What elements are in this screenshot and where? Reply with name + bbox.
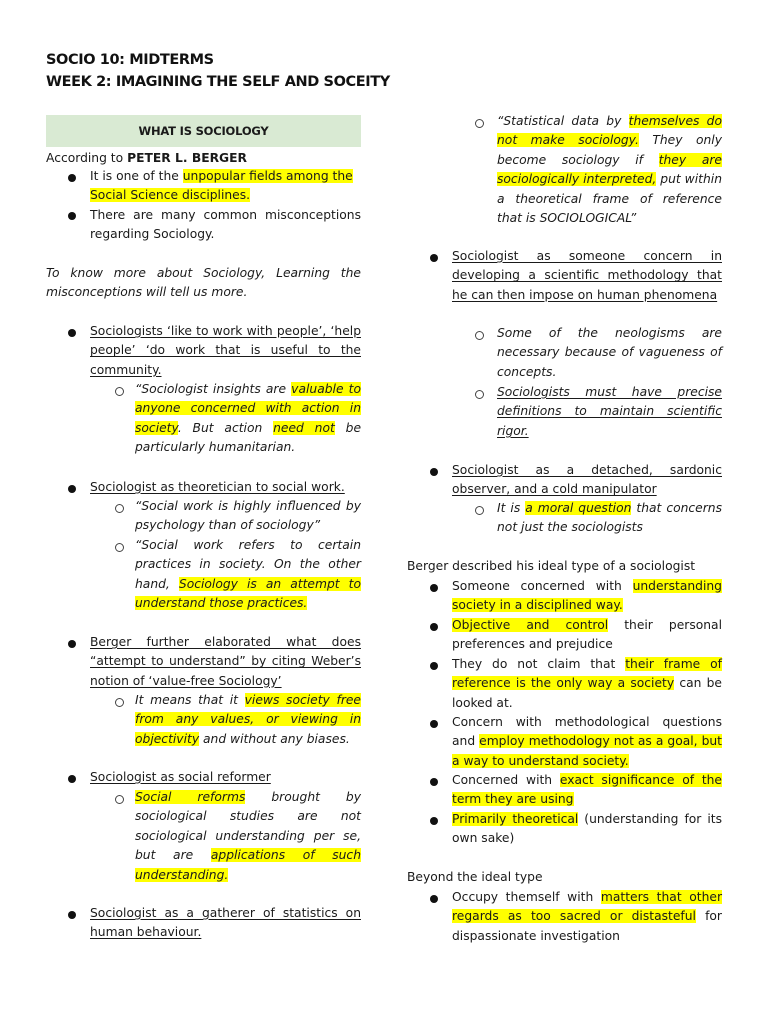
highlight: applications of such understanding.	[135, 848, 361, 882]
hollow-bullet-icon	[115, 504, 124, 513]
hollow-bullet-icon	[115, 543, 124, 552]
title-line-1: SOCIO 10: MIDTERMS	[46, 52, 214, 68]
hollow-bullet-icon	[475, 506, 484, 515]
bullet-icon	[430, 254, 438, 262]
hollow-bullet-icon	[475, 119, 484, 128]
list-item: Occupy themself with matters that other regards as too sacred or distasteful for dispassionate investigation	[452, 890, 723, 943]
bullet-icon	[430, 662, 438, 670]
ideal-type-heading: Berger described his ideal type of a sociologist	[407, 559, 696, 573]
bullet-icon	[430, 778, 438, 786]
list-item: It is one of the unpopular fields among the Social Science disciplines.	[90, 169, 353, 203]
highlight: Primarily theoretical	[452, 812, 579, 826]
bullet-icon	[430, 817, 438, 825]
bullet-icon	[430, 895, 438, 903]
sub-list-item: Sociologists must have precise definitions to maintain scientific rigor.	[497, 385, 722, 438]
highlight: Sociology is an attempt to understand those practices.	[135, 576, 361, 611]
list-item: Primarily theoretical (understanding for its own sake)	[452, 812, 722, 846]
highlight: Social reforms	[135, 790, 246, 804]
misconception-heading: Sociologist as a gatherer of statistics on human behaviour.	[90, 906, 361, 940]
list-item: They do not claim that their frame of reference is the only way a society can be looked at.	[452, 657, 722, 710]
misconception-heading: Sociologist as social reformer	[90, 770, 271, 784]
highlight: matters that other regards as too sacred or distasteful	[452, 890, 723, 924]
list-item: Concern with methodological questions and employ methodology not as a goal, but a way to understand society.	[452, 715, 722, 768]
hollow-bullet-icon	[115, 387, 124, 396]
sub-list-item: “Social work refers to certain practices in society. On the other hand, Sociology is an attempt to understand those practices.	[135, 538, 361, 611]
misconception-heading: Sociologist as a detached, sardonic observer, and a cold manipulator	[452, 463, 722, 497]
sub-list-item: “Sociologist insights are valuable to anyone concerned with action in society. But action need not be particularly humanitarian.	[135, 382, 362, 455]
title-line-2: WEEK 2: IMAGINING THE SELF AND SOCEITY	[46, 74, 390, 90]
bullet-icon	[430, 468, 438, 476]
bullet-icon	[68, 485, 76, 493]
misconception-heading: Sociologist as someone concern in developing a scientific methodology that he can then impose on human phenomena	[452, 249, 722, 302]
highlight: unpopular fields among the Social Science disciplines.	[90, 169, 353, 203]
beyond-ideal-heading: Beyond the ideal type	[407, 870, 543, 884]
hollow-bullet-icon	[475, 390, 484, 399]
sub-list-item: It is a moral question that concerns not just the sociologists	[497, 501, 722, 535]
italic-note: To know more about Sociology, Learning the misconceptions will tell us more.	[46, 266, 361, 300]
bullet-icon	[430, 584, 438, 592]
bullet-icon	[68, 212, 76, 220]
sub-list-item: Social reforms brought by sociological studies are not sociological understanding per se, but are applications of such understanding.	[135, 790, 361, 882]
bullet-icon	[68, 329, 76, 337]
bullet-icon	[430, 720, 438, 728]
list-item: There are many common misconceptions regarding Sociology.	[90, 208, 361, 242]
hollow-bullet-icon	[115, 795, 124, 804]
misconception-heading: Sociologists ‘like to work with people’, ‘help people’ ‘do work that is useful to the community.	[90, 324, 361, 377]
highlight: employ methodology not as a goal, but a way to understand society.	[452, 734, 722, 768]
hollow-bullet-icon	[475, 331, 484, 340]
bullet-icon	[430, 623, 438, 631]
sub-list-item: It means that it views society free from any values, or viewing in objectivity and without any biases.	[135, 693, 361, 746]
highlight: they are sociologically interpreted,	[497, 152, 722, 187]
list-item: Concerned with exact significance of the term they are using	[452, 773, 723, 807]
author-name: PETER L. BERGER	[127, 151, 248, 165]
highlight: themselves do not make sociology.	[497, 114, 722, 148]
sub-list-item: Some of the neologisms are necessary because of vagueness of concepts.	[497, 326, 722, 379]
highlight: need not	[273, 420, 335, 435]
bullet-icon	[68, 911, 76, 919]
misconception-heading: Sociologist as theoretician to social work.	[90, 480, 345, 494]
sub-list-item: “Statistical data by themselves do not make sociology. They only become sociology if they are sociologically interpreted, put within a theoretical frame of reference that is SOCIOLOGICAL”	[497, 114, 722, 226]
highlight: their frame of reference is the only way a society	[452, 657, 722, 691]
highlight: understanding society in a disciplined way.	[452, 579, 722, 613]
highlight: a moral question	[525, 501, 632, 515]
misconception-heading: Berger further elaborated what does “attempt to understand” by citing Weber’s notion of ‘value-free Sociology’	[90, 635, 361, 688]
list-item: Someone concerned with understanding society in a disciplined way.	[452, 579, 722, 613]
bullet-icon	[68, 640, 76, 648]
highlight: Objective and control	[452, 618, 609, 632]
section-header-what-is-sociology: WHAT IS SOCIOLOGY	[46, 115, 361, 147]
list-item: Objective and control their personal preferences and prejudice	[452, 618, 722, 652]
bullet-icon	[68, 174, 76, 182]
hollow-bullet-icon	[115, 698, 124, 707]
highlight: valuable to anyone concerned with action in society	[135, 382, 361, 435]
highlight: views society free from any values, or viewing in objectivity	[135, 693, 361, 746]
bullet-icon	[68, 775, 76, 783]
highlight: exact significance of the term they are using	[452, 773, 723, 807]
page-title	[46, 49, 390, 93]
sub-list-item: “Social work is highly influenced by psychology than of sociology”	[135, 499, 361, 533]
intro-line: According to PETER L. BERGER	[46, 151, 248, 165]
